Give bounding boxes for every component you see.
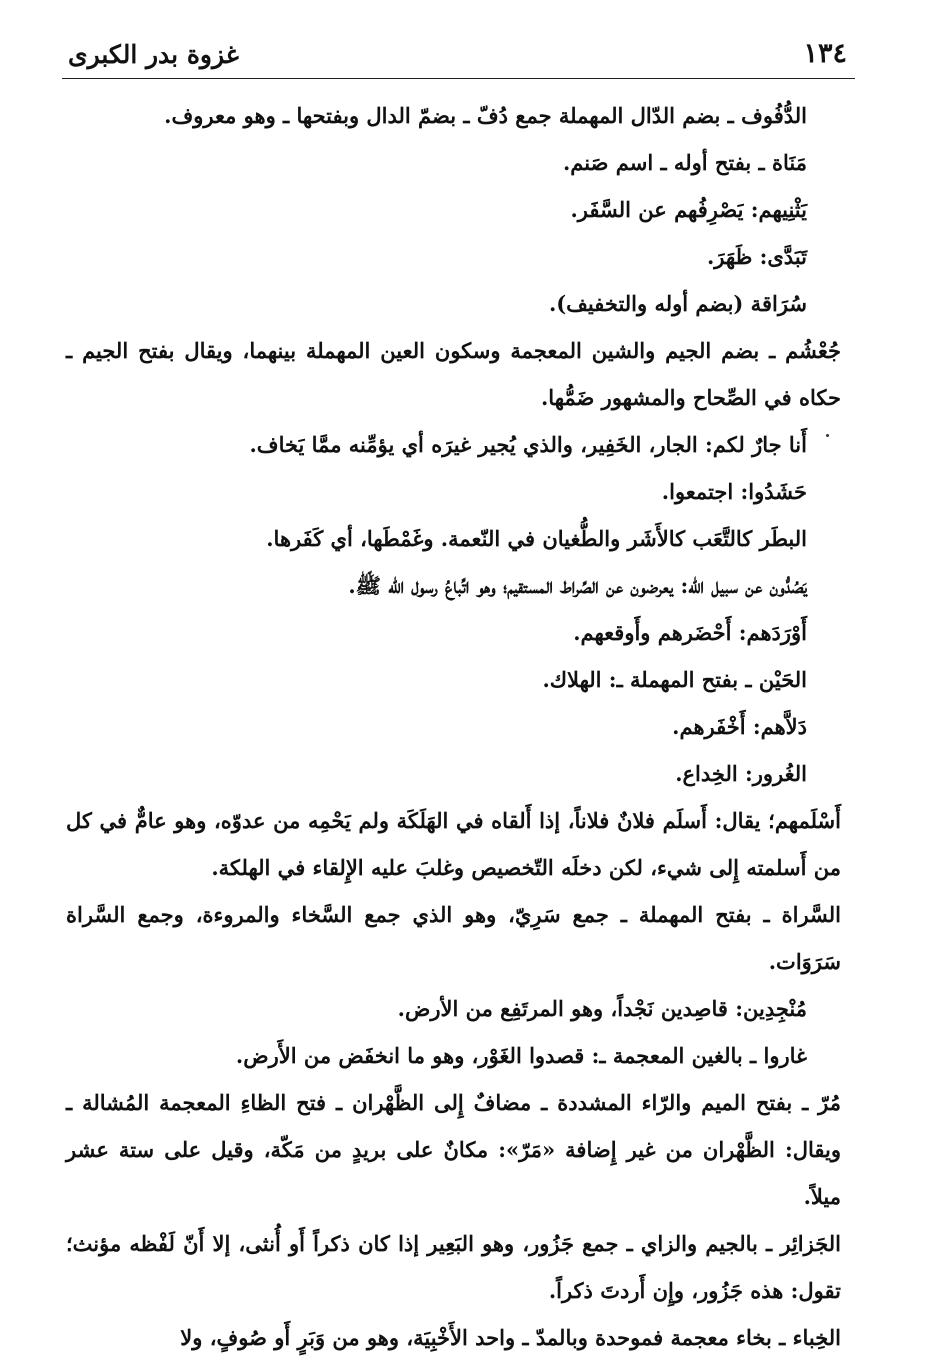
glossary-entry-yasudduna: يَصُدُّون عن سبيل الله: يعرضون عن الصِّراط المستقيم؛ وهو اتِّباعُ رسول الله ﷺ.: [348, 573, 807, 598]
glossary-entry-khiba: الخِباء ـ بخاء معجمة فموحدة وبالمدّ ـ واحد الأَخْبِيَة، وهو من وَبَرٍ أَو صُوفٍ، ولا: [180, 1325, 841, 1350]
glossary-entry-munjidin: مُنْجِدِين: قاصِدين نَجْداً، وهو المرتَفِع من الأرض.: [397, 996, 807, 1021]
glossary-entry-dallahum: دَلاَّهم: أَخْفَرهم.: [672, 714, 807, 739]
glossary-entry-suraqa: سُرَاقة (بضم أوله والتخفيف).: [548, 291, 807, 316]
glossary-entry-yathnihim: يَثْنِيهم: يَصْرِفُهم عن السَّفَر.: [570, 197, 807, 222]
glossary-entry-ghurur: الغُرور: الخِداع.: [675, 761, 807, 786]
glossary-entry-manat: مَنَاة ـ بفتح أوله ـ اسم صَنم.: [562, 150, 807, 175]
glossary-entry-batar: البطَر كالتَّعَب كالأَشَر والطُّغيان في النّعمة. وغَمْطَها، أي كَفَرها.: [266, 526, 807, 551]
glossary-entry-duf: الدُّفُوف ـ بضم الدّال المهملة جمع دُفّ ـ بضمّ الدال وبفتحها ـ وهو معروف.: [164, 103, 807, 128]
header-divider: [62, 78, 855, 79]
glossary-entry-awradahum: أَوْرَدَهم: أَحْضَرهم وأَوقعهم.: [573, 620, 807, 645]
ink-speck: [826, 434, 829, 437]
glossary-text: [66, 92, 841, 1361]
glossary-entry-jusham: جُعْشُم ـ بضم الجيم والشين المعجمة وسكون العين المهملة بينهما، ويقال بفتح الجيم ـ حكاه في الصِّحاح والمشهور ضَمُّها.: [66, 338, 841, 410]
page-header: [62, 26, 855, 76]
glossary-entry-gharu: غاروا ـ بالغين المعجمة ـ: قصدوا الغَوْر، وهو ما انخفَض من الأَرض.: [235, 1043, 807, 1068]
page-number: ١٣٤: [803, 38, 847, 69]
glossary-entry-sarat: السَّراة ـ بفتح المهملة ـ جمع سَرِيّ، وهو الذي جمع السَّخاء والمروءة، وجمع السَّراة سَرَوَات.: [66, 902, 841, 974]
glossary-entry-jazair: الجَزائِر ـ بالجيم والزاي ـ جمع جَزُور، وهو البَعِير إذا كان ذكراً أَو أُنثى، إلا أَنّ لَفْظه مؤنث؛ تقول: هذه جَزُور، وإِن أَردتَ ذكراً.: [66, 1231, 841, 1303]
glossary-entry-aslamahum: أَسْلَمهم؛ يقال: أَسلَم فلانٌ فلاناً، إذا أَلقاه في الهَلَكَة ولم يَحْمِه من عدوّه، وهو عامٌّ في كل من أَسلمته إِلى شيء، لكن دخلَه التّخصيص وغلبَ عليه الإِلقاء في الهلكة.: [66, 808, 841, 880]
glossary-entry-jar: أَنا جارٌ لكم: الجار، الخَفِير، والذي يُجير غيرَه أي يؤمِّنه ممَّا يَخاف.: [249, 432, 807, 457]
glossary-entry-hayn: الحَيْن ـ بفتح المهملة ـ: الهلاك.: [542, 667, 807, 692]
glossary-entry-marr: مُرّ ـ بفتح الميم والرّاء المشددة ـ مضافٌ إِلى الظَّهْران ـ فتح الظاءِ المعجمة المُشالة ـ ويقال: الظَّهْران من غير إِضافة «مَرّ»: مكانٌ على بريدٍ من مَكّة، وقيل على ستة عشر ميلاً.: [66, 1090, 841, 1209]
running-title: غزوة بدر الكبرى: [68, 40, 239, 69]
glossary-entry-hashadu: حَشَدُوا: اجتمعوا.: [661, 479, 807, 504]
glossary-entry-tabadda: تَبَدَّى: ظَهَرَ.: [707, 244, 807, 269]
